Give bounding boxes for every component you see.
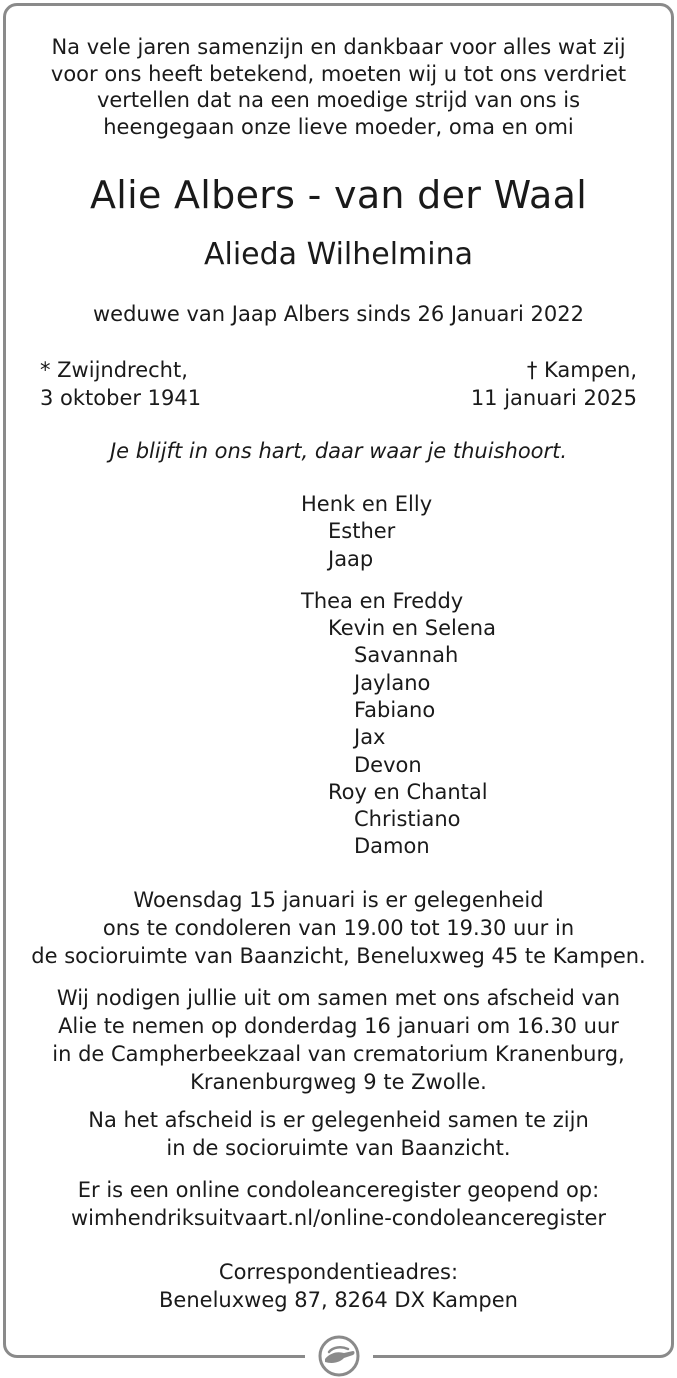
- gathering-line: Na het afscheid is er gelegenheid samen te zijn: [88, 1108, 589, 1132]
- widow-line: weduwe van Jaap Albers sinds 26 Januari 2022: [93, 302, 584, 326]
- farewell-paragraph: [0, 984, 677, 1096]
- condolence-line: de socioruimte van Baanzicht, Beneluxweg 45 te Kampen.: [31, 944, 646, 968]
- birth-place: * Zwijndrecht,: [40, 358, 188, 382]
- hand-emblem-icon: [313, 1332, 365, 1378]
- register-url: wimhendriksuitvaart.nl/online-condoleanceregister: [70, 1206, 607, 1230]
- register-line: Er is een online condoleanceregister geopend op:: [77, 1178, 600, 1202]
- family-parents: Thea en Freddy: [301, 589, 464, 613]
- family-grandchild: Savannah: [354, 643, 459, 667]
- birth-date: 3 oktober 1941: [40, 386, 202, 410]
- intro-line: voor ons heeft betekend, moeten wij u tot ons verdriet: [50, 61, 627, 86]
- death-info: [471, 356, 637, 412]
- intro-line: heengegaan onze lieve moeder, oma en omi: [103, 114, 574, 139]
- family-child: Esther: [328, 519, 396, 543]
- birth-info: [40, 356, 201, 412]
- family-grandchild: Christiano: [354, 807, 461, 831]
- family-grandchild: Devon: [354, 753, 422, 777]
- intro-text: [0, 34, 677, 140]
- condolence-paragraph: [0, 886, 677, 970]
- family-child: Jaap: [328, 547, 374, 571]
- deceased-name: Alie Albers - van der Waal: [89, 173, 588, 217]
- farewell-line: Wij nodigen jullie uit om samen met ons afscheid van: [56, 986, 621, 1010]
- farewell-line: Kranenburgweg 9 te Zwolle.: [190, 1070, 487, 1094]
- death-place: † Kampen,: [526, 358, 637, 382]
- condolence-line: ons te condoleren van 19.00 tot 19.30 uur in: [102, 916, 575, 940]
- family-grandchild: Jaylano: [354, 671, 431, 695]
- gathering-line: in de socioruimte van Baanzicht.: [166, 1136, 511, 1160]
- deceased-given-names: Alieda Wilhelmina: [203, 237, 474, 272]
- farewell-line: in de Campherbeekzaal van crematorium Kranenburg,: [52, 1042, 625, 1066]
- family-grandchild: Jax: [354, 725, 386, 749]
- condolence-line: Woensdag 15 januari is er gelegenheid: [133, 888, 544, 912]
- family-grandchild: Fabiano: [354, 698, 436, 722]
- address-line: Beneluxweg 87, 8264 DX Kampen: [159, 1288, 518, 1312]
- farewell-line: Alie te nemen op donderdag 16 januari om 16.30 uur: [58, 1014, 619, 1038]
- family-child: Kevin en Selena: [328, 616, 496, 640]
- death-date: 11 januari 2025: [470, 386, 637, 410]
- address-label: Correspondentieadres:: [218, 1260, 459, 1284]
- gathering-paragraph: [0, 1106, 677, 1162]
- register-paragraph: [0, 1176, 677, 1232]
- intro-line: Na vele jaren samenzijn en dankbaar voor alles wat zij: [51, 35, 626, 59]
- family-grandchild: Damon: [354, 834, 430, 858]
- address-paragraph: [0, 1258, 677, 1314]
- intro-line: vertellen dat na een moedige strijd van ons is: [96, 88, 581, 112]
- family-parents: Henk en Elly: [301, 492, 433, 516]
- family-child: Roy en Chantal: [328, 780, 488, 804]
- motto: Je blijft in ons hart, daar waar je thuishoort.: [109, 439, 568, 463]
